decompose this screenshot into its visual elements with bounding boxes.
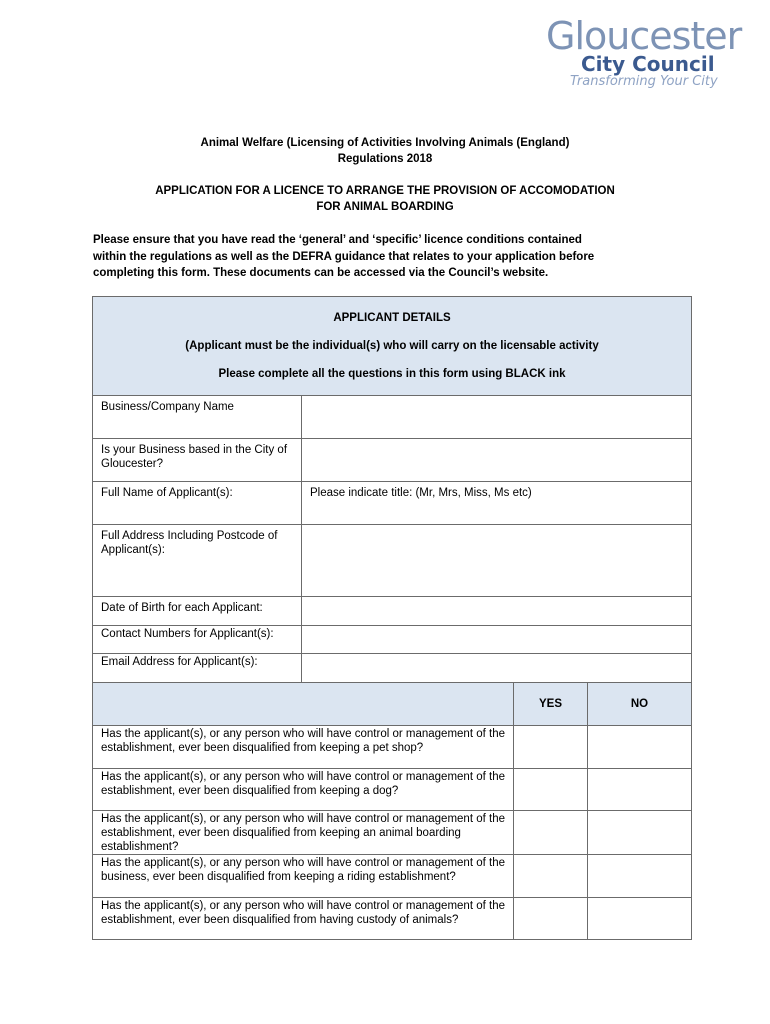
yes-column-header: YES [514,683,588,726]
intro-line-2: within the regulations as well as the DEFRA guidance that relates to your application before [93,250,595,263]
council-logo [540,14,740,94]
address-field[interactable] [302,525,692,597]
applicant-details-table [92,296,692,940]
answer-yes-custody-of-animals[interactable] [514,898,588,940]
logo-council-name: City Council [581,52,715,76]
intro-line-3: completing this form. These documents can be accessed via the Council’s website. [93,267,549,279]
answer-yes-pet-shop[interactable] [514,726,588,769]
document-title [60,135,710,167]
answer-no-dog[interactable] [588,769,692,811]
date-of-birth-label: Date of Birth for each Applicant: [93,597,302,626]
intro-line-1: Please ensure that you have read the ‘general’ and ‘specific’ licence conditions contained [93,234,582,246]
logo-wordmark: Gloucester [546,14,742,58]
question-riding-establishment: Has the applicant(s), or any person who will have control or management of the business, ever been disqualified from keeping a riding establishment? [93,855,514,898]
question-custody-of-animals: Has the applicant(s), or any person who will have control or management of the establishment, ever been disqualified from having custody of animals? [93,898,514,940]
subtitle-line-1: APPLICATION FOR A LICENCE TO ARRANGE THE PROVISION OF ACCOMODATION [155,185,615,197]
email-address-field[interactable] [302,654,692,683]
answer-yes-dog[interactable] [514,769,588,811]
questions-header-blank [93,683,514,726]
answer-yes-animal-boarding[interactable] [514,811,588,855]
business-name-label: Business/Company Name [93,396,302,439]
question-pet-shop: Has the applicant(s), or any person who will have control or management of the establishment, ever been disqualified from keeping a pet shop? [93,726,514,769]
business-location-field[interactable] [302,439,692,482]
date-of-birth-field[interactable] [302,597,692,626]
question-dog: Has the applicant(s), or any person who will have control or management of the establishment, ever been disqualified from keeping a dog? [93,769,514,811]
contact-numbers-field[interactable] [302,626,692,654]
answer-no-riding-establishment[interactable] [588,855,692,898]
address-label: Full Address Including Postcode of Applicant(s): [93,525,302,597]
business-location-label: Is your Business based in the City of Gloucester? [93,439,302,482]
title-line-2: Regulations 2018 [337,153,433,165]
full-name-field[interactable]: Please indicate title: (Mr, Mrs, Miss, Ms etc) [302,482,692,525]
document-subtitle [60,183,710,215]
applicant-details-header [93,297,692,396]
intro-paragraph [93,232,673,282]
contact-numbers-label: Contact Numbers for Applicant(s): [93,626,302,654]
answer-yes-riding-establishment[interactable] [514,855,588,898]
answer-no-pet-shop[interactable] [588,726,692,769]
title-line-1: Animal Welfare (Licensing of Activities Involving Animals (England) [200,137,570,149]
question-animal-boarding: Has the applicant(s), or any person who will have control or management of the establishment, ever been disqualified from keeping an animal boarding establishment? [93,811,514,855]
full-name-label: Full Name of Applicant(s): [93,482,302,525]
no-column-header: NO [588,683,692,726]
section-note: (Applicant must be the individual(s) who will carry on the licensable activity [185,340,599,352]
logo-tagline: Transforming Your City [570,74,718,89]
email-address-label: Email Address for Applicant(s): [93,654,302,683]
business-name-field[interactable] [302,396,692,439]
answer-no-animal-boarding[interactable] [588,811,692,855]
answer-no-custody-of-animals[interactable] [588,898,692,940]
section-instruction: Please complete all the questions in this form using BLACK ink [218,368,566,380]
section-heading: APPLICANT DETAILS [333,312,451,324]
subtitle-line-2: FOR ANIMAL BOARDING [316,201,454,213]
